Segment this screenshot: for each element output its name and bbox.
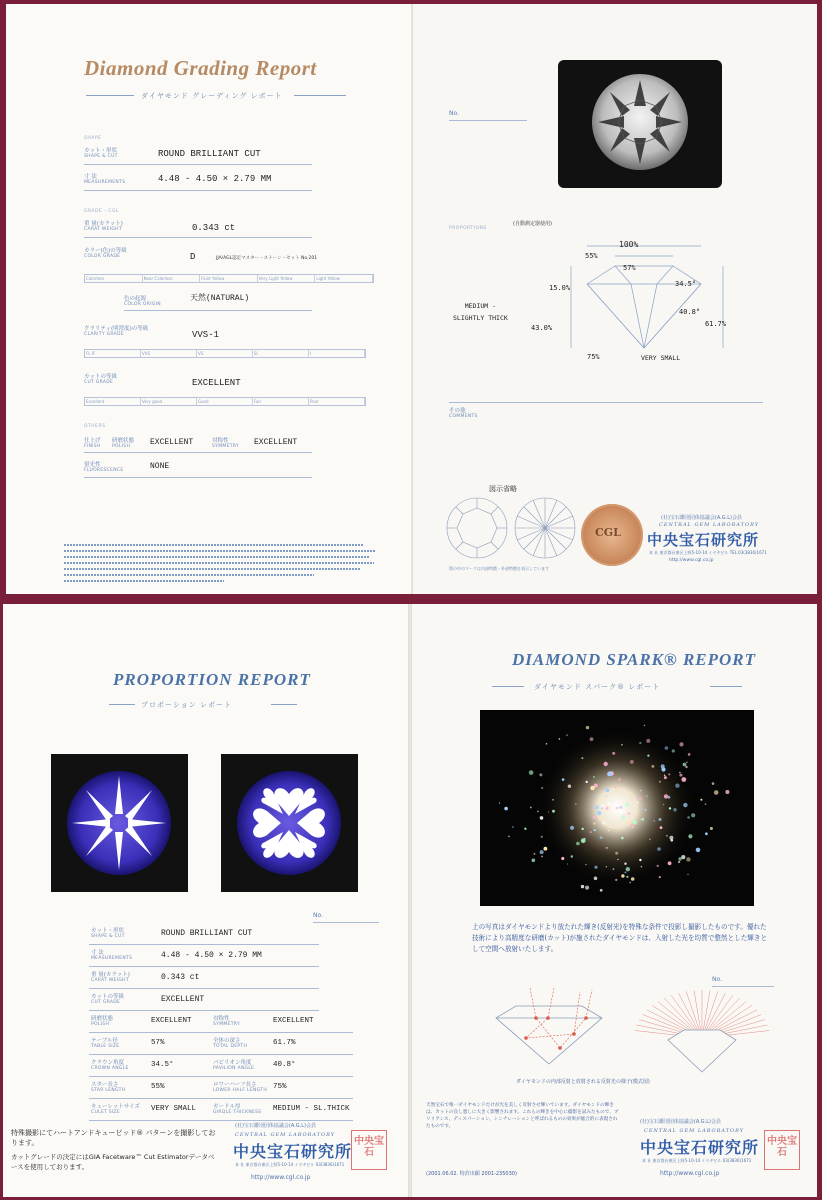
plot-diagram bbox=[445, 496, 577, 560]
crown-label-en: CROWN ANGLE bbox=[91, 1066, 129, 1071]
depth-percent: 57% bbox=[623, 264, 636, 272]
lab-url: http://www.cgl.co.jp bbox=[251, 1174, 311, 1181]
shape-label-jp: カット・形状 bbox=[84, 148, 117, 154]
report-number-label: No. bbox=[449, 110, 459, 117]
pavilion-depth: 43.0% bbox=[531, 324, 553, 332]
diamond-photo-top bbox=[558, 60, 722, 188]
org-name: (社)宝石鑑別団体協議会(A.G.L)会員 bbox=[640, 1119, 721, 1125]
culet-value: VERY SMALL bbox=[151, 1105, 197, 1113]
cgl-seal: CGL bbox=[581, 504, 643, 566]
report-number-label: No. bbox=[712, 976, 722, 983]
arrows-photo bbox=[221, 754, 358, 892]
lab-name-jp: 中央宝石研究所 bbox=[640, 1138, 760, 1157]
lower-half: 75% bbox=[587, 353, 600, 361]
measurements-label-en: MEASUREMENTS bbox=[91, 956, 133, 961]
proportion-report-subtitle: プロポーション レポート bbox=[141, 701, 232, 709]
girdle-value: MEDIUM - SL.THICK bbox=[273, 1105, 350, 1113]
symmetry-label-jp: 対称性 bbox=[212, 438, 229, 444]
carat-label-jp: 重 量(カラット) bbox=[84, 221, 123, 227]
crown-height: 15.0% bbox=[549, 284, 571, 292]
symmetry-label-en: SYMMETRY bbox=[212, 444, 239, 449]
grading-report-subtitle: ダイヤモンド グレーディング レポート bbox=[141, 92, 283, 100]
carat-label-jp: 重 量(カラット) bbox=[91, 972, 130, 978]
reflected-light-diagram bbox=[632, 988, 772, 1074]
color-label-en: COLOR GRADE bbox=[84, 254, 121, 259]
red-seal-stamp: 中央宝石 bbox=[351, 1130, 387, 1170]
spark-report-subtitle: ダイヤモンド スパーク® レポート bbox=[534, 683, 661, 691]
clarity-label-jp: クラリティ(明澄度)の等級 bbox=[84, 326, 149, 332]
patent-reference: (2001.06.02. 特許出願 2001-235030) bbox=[426, 1171, 517, 1177]
reflection-caption: ダイヤモンドの内部反射と放射される反射光の様子(模式図) bbox=[516, 1079, 650, 1085]
comments-label-jp: その他 bbox=[449, 408, 466, 414]
lab-name-en: CENTRAL GEM LABORATORY bbox=[235, 1132, 336, 1138]
table-label-en: TABLE SIZE bbox=[91, 1044, 120, 1049]
star-value: 55% bbox=[151, 1083, 165, 1091]
comments-label-en: COMMENTS bbox=[449, 414, 478, 419]
carat-value: 0.343 ct bbox=[192, 223, 236, 233]
proportion-report-page bbox=[3, 604, 408, 1197]
fluorescence-label-en: FLUORESCENCE bbox=[84, 468, 124, 473]
polish-label-jp: 研磨状態 bbox=[112, 438, 135, 444]
finish-label-jp: 仕上げ bbox=[84, 438, 101, 444]
shape-label-jp: カット・形状 bbox=[91, 928, 124, 934]
lab-name-jp: 中央宝石研究所 bbox=[647, 531, 760, 549]
section-shape: SHAPE bbox=[84, 136, 102, 141]
clarity-scale: FL IF VVS VS SI I bbox=[84, 349, 366, 358]
fluorescence-label-jp: 蛍光性 bbox=[84, 462, 101, 468]
lower-label-jp: ロワーハーフ長さ bbox=[213, 1082, 257, 1088]
internal-reflection-diagram bbox=[490, 988, 608, 1074]
color-scale: Colorless Near Colorless Faint Yellow Very Light Yellow Light Yellow bbox=[84, 274, 374, 283]
fluorescence-value: NONE bbox=[150, 462, 170, 471]
lab-name-en: CENTRAL GEM LABORATORY bbox=[659, 522, 760, 528]
org-name: (社)宝石鑑別団体協議会(A.G.L)会員 bbox=[235, 1123, 316, 1129]
total-depth: 61.7% bbox=[705, 320, 727, 328]
shape-label-en: SHAPE & CUT bbox=[91, 934, 125, 939]
measure-note: (自動測定器使用) bbox=[513, 221, 552, 227]
spark-report-page bbox=[412, 604, 817, 1197]
diagram-caption: 図示省略 bbox=[489, 485, 517, 493]
pav-label-jp: パビリオン角度 bbox=[213, 1060, 252, 1066]
cut-label-en: CUT GRADE bbox=[84, 380, 114, 385]
crown-value: 34.5° bbox=[151, 1061, 174, 1069]
clarity-label-en: CLARITY GRADE bbox=[84, 332, 124, 337]
depth-label-jp: 全体の深さ bbox=[213, 1038, 241, 1044]
shape-value: ROUND BRILLIANT CUT bbox=[161, 929, 253, 938]
spark-footnote: 天然宝石で唯一ダイヤモンドだけが光を美しく反射させ輝いています。ダイヤモンドの輝きは、カットの良し悪しに大きく影響されます。これらの輝きを中心に撮影を試みたもので、ブリリアンス、ディスパーション、シンチレーションと呼ばれるものの効果が総合的に表現されたものです。 bbox=[426, 1103, 619, 1129]
lab-name-jp: 中央宝石研究所 bbox=[233, 1142, 353, 1161]
lab-address: 本 社 東京都台東区上野5-10-14 ミヤギビル 03(3836)1671 bbox=[642, 1158, 752, 1163]
hearts-note: 特殊撮影にてハートアンドキューピッド® パターンを撮影しております。 bbox=[11, 1129, 216, 1147]
red-seal-stamp: 中央宝石 bbox=[764, 1130, 800, 1170]
cut-scale: Excellent Very good Good Fair Poor bbox=[84, 397, 366, 406]
symmetry-value: EXCELLENT bbox=[273, 1017, 314, 1025]
diagram-note: 図の中のマークは内部特徴・外部特徴を表示しています bbox=[449, 566, 549, 571]
finish-label-en: FINISH bbox=[84, 444, 101, 449]
lab-address: 本 社 東京都台東区上野5-10-14 ミヤギビル TEL.03(3836)1671 bbox=[649, 550, 767, 555]
proportion-diagram bbox=[551, 236, 737, 356]
crown-label-jp: クラウン角度 bbox=[91, 1060, 125, 1066]
clarity-value: VVS-1 bbox=[192, 330, 220, 340]
symmetry-label-en: SYMMETRY bbox=[213, 1022, 240, 1027]
pav-value: 40.8° bbox=[273, 1061, 296, 1069]
proportion-report-title: PROPORTION REPORT bbox=[113, 670, 311, 689]
carat-label-en: CARAT WEIGHT bbox=[84, 227, 122, 232]
table-percent: 55% bbox=[585, 252, 598, 260]
depth-value: 61.7% bbox=[273, 1039, 296, 1047]
origin-label-jp: 色の起源 bbox=[124, 296, 147, 302]
spark-report-title: DIAMOND SPARK® REPORT bbox=[512, 650, 757, 669]
symmetry-value: EXCELLENT bbox=[254, 438, 298, 447]
total-percent: 100% bbox=[619, 240, 639, 249]
table-value: 57% bbox=[151, 1039, 165, 1047]
lab-url: http://www.cgl.co.jp bbox=[660, 1170, 720, 1177]
table-label-jp: テーブル径 bbox=[91, 1038, 119, 1044]
crown-angle: 34.5° bbox=[675, 280, 697, 288]
cut-label-jp: カットの等級 bbox=[84, 374, 117, 380]
spark-photo bbox=[480, 710, 754, 906]
culet-label-jp: キューレットサイズ bbox=[91, 1104, 140, 1110]
cut-estimator-note: カットグレードの決定にはGIA Facetware™ Cut Estimatorデータベースを使用しております。 bbox=[11, 1153, 215, 1171]
origin-label-en: COLOR ORIGIN bbox=[124, 302, 161, 307]
lab-url: http://www.cgl.co.jp bbox=[669, 558, 714, 563]
lower-label-en: LOWER HALF LENGTH bbox=[213, 1088, 268, 1093]
section-proportions: PROPORTIONS bbox=[449, 226, 487, 231]
polish-value: EXCELLENT bbox=[150, 438, 194, 447]
depth-label-en: TOTAL DEPTH bbox=[213, 1044, 248, 1049]
proportions-page bbox=[413, 4, 817, 594]
color-label-jp: カラー(色)の等級 bbox=[84, 248, 127, 254]
star-label-en: STAR LENGTH bbox=[91, 1088, 126, 1093]
carat-value: 0.343 ct bbox=[161, 973, 200, 982]
cut-value: EXCELLENT bbox=[192, 378, 241, 388]
hearts-photo bbox=[51, 754, 188, 892]
cut-label-en: CUT GRADE bbox=[91, 1000, 121, 1005]
measurements-label-jp: 寸 法 bbox=[91, 950, 104, 956]
star-label-jp: スター長さ bbox=[91, 1082, 119, 1088]
org-name: (社)宝石鑑別団体協議会(A.G.L)会員 bbox=[661, 515, 742, 521]
grading-report-title: Diamond Grading Report bbox=[84, 56, 317, 80]
spark-description: 上の写真はダイヤモンドより放たれた輝き(反射光)を特殊な条件で投影し撮影したものです。優れた技術により高精度な研磨(カット)が施されたダイヤモンドは、入射した光を均質で整然とした輝きとして空間へ放射いたします。 bbox=[472, 923, 768, 953]
girdle-label-jp: ガードル厚 bbox=[213, 1104, 241, 1110]
measurements-value: 4.48 - 4.50 × 2.79 MM bbox=[161, 951, 262, 960]
girdle-thickness: MEDIUM - SLIGHTLY THICK bbox=[453, 302, 508, 322]
measurements-value: 4.48 - 4.50 × 2.79 MM bbox=[158, 174, 272, 184]
girdle-label-en: GIRDLE THICKNESS bbox=[213, 1110, 262, 1115]
lab-address: 本 社 東京都台東区上野5-10-14 ミヤギビル 03(3836)1671 bbox=[235, 1162, 345, 1167]
shape-label-en: SHAPE & CUT bbox=[84, 154, 118, 159]
polish-label-en: POLISH bbox=[112, 444, 131, 449]
pav-label-en: PAVILION ANGLE bbox=[213, 1066, 255, 1071]
measurements-label-en: MEASUREMENTS bbox=[84, 180, 126, 185]
polish-label-en: POLISH bbox=[91, 1022, 110, 1027]
shape-value: ROUND BRILLIANT CUT bbox=[158, 149, 261, 159]
fine-print-block bbox=[64, 542, 380, 586]
pavilion-angle: 40.8° bbox=[679, 308, 701, 316]
culet-label-en: CULET SIZE bbox=[91, 1110, 121, 1115]
polish-value: EXCELLENT bbox=[151, 1017, 192, 1025]
symmetry-label-jp: 対称性 bbox=[213, 1016, 230, 1022]
lower-value: 75% bbox=[273, 1083, 287, 1091]
culet-size: VERY SMALL bbox=[641, 354, 681, 362]
measurements-label-jp: 寸 法 bbox=[84, 174, 97, 180]
origin-value: 天然(NATURAL) bbox=[190, 294, 250, 303]
section-others: OTHERS bbox=[84, 424, 106, 429]
polish-label-jp: 研磨状態 bbox=[91, 1016, 114, 1022]
color-master-note: JJA/AGL認定マスター・ストーン・セット No.201 bbox=[216, 256, 318, 261]
cut-value: EXCELLENT bbox=[161, 995, 205, 1004]
grading-report-page bbox=[6, 4, 411, 594]
lab-name-en: CENTRAL GEM LABORATORY bbox=[644, 1128, 745, 1134]
report-number-label: No. bbox=[313, 912, 323, 919]
section-grade: GRADE - CGL bbox=[84, 209, 119, 214]
carat-label-en: CARAT WEIGHT bbox=[91, 978, 129, 983]
color-value: D bbox=[190, 252, 196, 262]
cut-label-jp: カットの等級 bbox=[91, 994, 124, 1000]
